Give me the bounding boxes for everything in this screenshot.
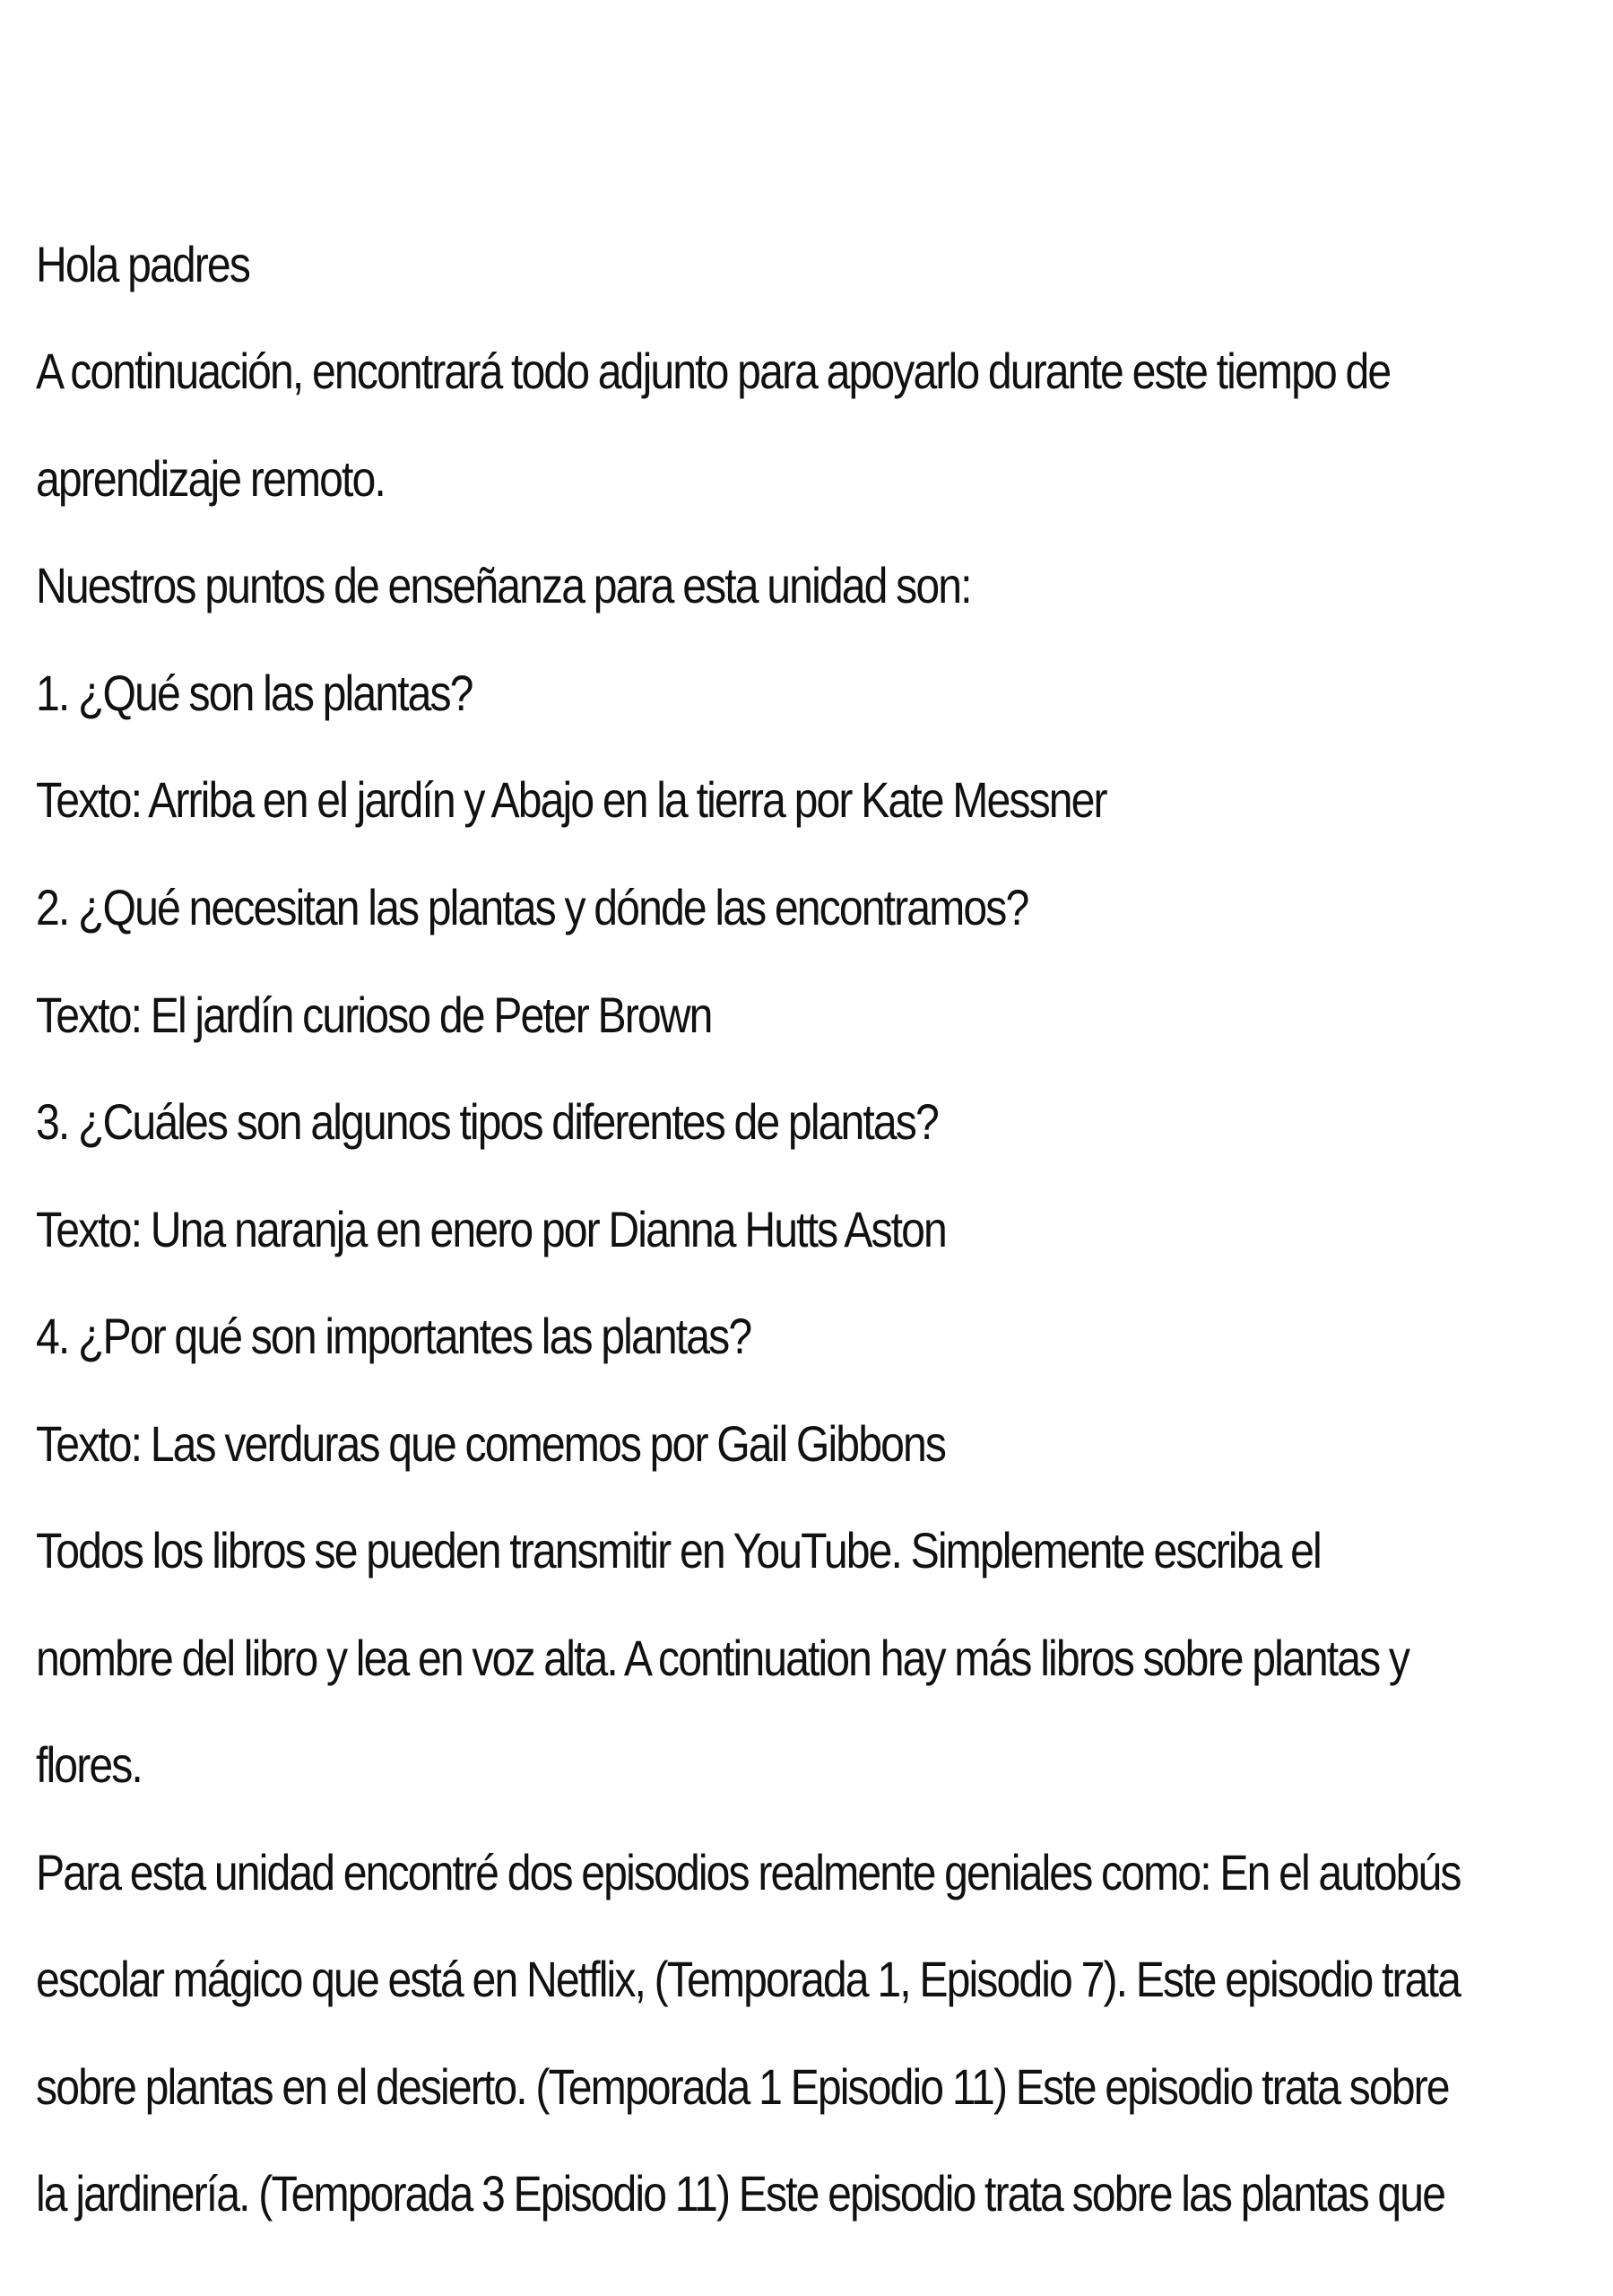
greeting-line: Hola padres (36, 236, 250, 292)
episodes-line-2: escolar mágico que está en Netflix, (Temporada 1, Episodio 7). Este episodio trata (36, 1951, 1460, 2007)
episodes-line-3: sobre plantas en el desierto. (Temporada 1 Episodio 11) Este episodio trata sobre (36, 2058, 1449, 2115)
point-1-text: Texto: Arriba en el jardín y Abajo en la tierra por Kate Messner (36, 771, 1106, 828)
point-4-text: Texto: Las verduras que comemos por Gail Gibbons (36, 1415, 946, 1472)
point-4-question: 4. ¿Por qué son importantes las plantas? (36, 1308, 751, 1364)
point-1-question: 1. ¿Qué son las plantas? (36, 665, 473, 721)
youtube-note-line-1: Todos los libros se pueden transmitir en YouTube. Simplemente escriba el (36, 1522, 1321, 1578)
point-2-text: Texto: El jardín curioso de Peter Brown (36, 987, 712, 1043)
point-3-text: Texto: Una naranja en enero por Dianna Hutts Aston (36, 1201, 946, 1257)
intro-line-1: A continuación, encontrará todo adjunto para apoyarlo durante este tiempo de (36, 343, 1391, 399)
point-3-question: 3. ¿Cuáles son algunos tipos diferentes de plantas? (36, 1093, 938, 1150)
episodes-line-1: Para esta unidad encontré dos episodios realmente geniales como: En el autobús (36, 1844, 1461, 1900)
youtube-note-line-3: flores. (36, 1736, 142, 1793)
youtube-note-line-2: nombre del libro y lea en voz alta. A continuation hay más libros sobre plantas y (36, 1630, 1409, 1686)
point-2-question: 2. ¿Qué necesitan las plantas y dónde las encontramos? (36, 879, 1028, 935)
episodes-line-4: la jardinería. (Temporada 3 Episodio 11) Este episodio trata sobre las plantas que (36, 2165, 1445, 2222)
intro-line-2: aprendizaje remoto. (36, 450, 385, 507)
teaching-points-heading: Nuestros puntos de enseñanza para esta unidad son: (36, 557, 971, 613)
